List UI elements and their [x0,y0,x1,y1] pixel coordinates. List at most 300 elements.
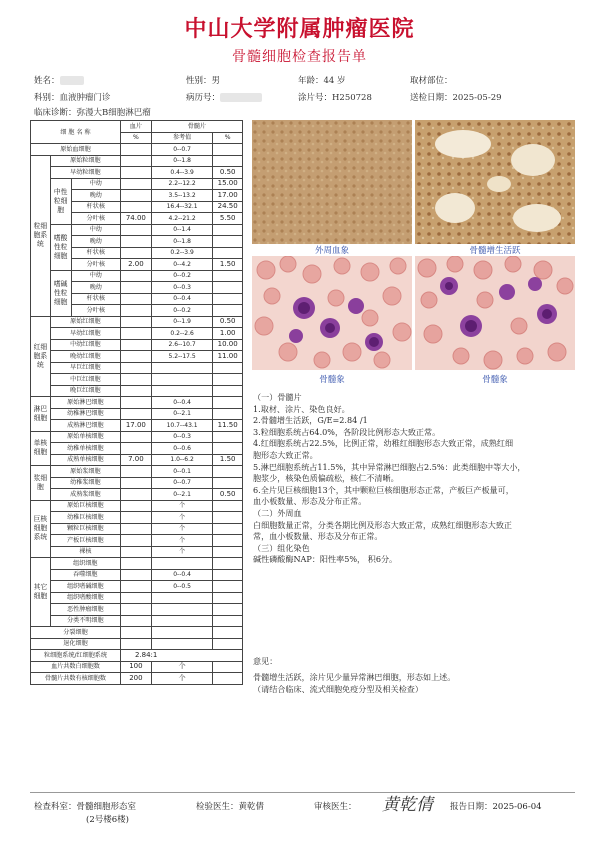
table-cell [120,523,151,535]
table-cell [213,500,243,512]
table-cell [120,546,151,558]
table-cell [120,351,151,363]
footer-report-date [450,800,542,812]
table-cell [213,638,243,650]
table-cell: 0--0.2 [151,305,213,317]
table-row [31,535,243,547]
header-cell-name: 细 胞 名 称 [31,121,121,144]
field-text: 科别： [34,93,60,103]
table-cell: 0--0.4 [151,397,213,409]
table-cell: 0--0.4 [151,569,213,581]
table-cell [213,466,243,478]
table-cell [120,615,151,627]
table-cell [213,558,243,570]
table-cell: 16.4--32.1 [151,201,213,213]
hospital-title: 中山大学附属肿瘤医院 [184,17,415,42]
smear-field [298,91,372,103]
marrow-lowpower-image [415,120,575,244]
table-cell [213,477,243,489]
table-row [31,224,243,236]
table-cell: 1.50 [213,454,243,466]
table-row [31,316,243,328]
table-cell [213,627,243,639]
table-cell: 个 [151,512,213,524]
table-cell [213,431,243,443]
table-cell [120,282,151,294]
table-cell: 中幼 [71,270,120,282]
footer-divider [30,792,575,793]
table-cell: 2.2--12.2 [151,178,213,190]
table-cell: 吞噬细胞 [50,569,120,581]
table-cell: 杆状核 [71,247,120,259]
table-cell: 7.00 [120,454,151,466]
header-ref: 参考值 [151,132,213,144]
report-line: 1.取材、涂片、染色良好。 [253,403,350,414]
table-cell: 0--0.1 [151,466,213,478]
table-cell: 原始红细胞 [50,316,120,328]
report-line: （三）组化染色 [253,542,310,553]
table-cell: 0--1.9 [151,316,213,328]
table-cell: 0.2--3.9 [151,247,213,259]
table-cell [151,385,213,397]
field-text: 取材部位： [410,76,453,86]
table-cell: 杆状核 [71,201,120,213]
table-cell: 3.5--13.2 [151,190,213,202]
group-basophil: 嗜碱性粒细胞 [50,270,71,316]
table-cell: 0--0.3 [151,431,213,443]
age-field [298,74,346,86]
table-cell: 0--2.1 [151,489,213,501]
table-cell [120,201,151,213]
report-line: 血小板数量、形态及分布正常。 [253,496,367,507]
table-row [31,167,243,179]
table-cell: 晚巨红细胞 [50,385,120,397]
field-text: 检查科室： [34,802,77,812]
field-text: 2025-06-04 [492,802,542,812]
table-cell: 血片共数白细胞数 [31,661,121,673]
field-text: 男 [211,76,221,86]
table-cell: 个 [151,661,213,673]
table-cell [213,362,243,374]
field-text: 姓名： [34,76,60,86]
table-row [31,615,243,627]
table-cell: 0.50 [213,489,243,501]
table-cell: 早巨红细胞 [50,362,120,374]
table-row [31,569,243,581]
report-line: （二）外周血 [253,507,302,518]
table-cell [213,592,243,604]
table-cell: 0.4--3.9 [151,167,213,179]
table-cell: 粒细胞系统/红细胞系统 [31,650,121,662]
table-cell: 2.00 [120,259,151,271]
table-cell: 0--0.4 [151,293,213,305]
footer-reviewer [314,800,357,812]
field-text: 报告日期： [450,802,493,812]
table-row [31,144,243,156]
table-cell: 分叶核 [71,259,120,271]
group-monocyte: 单核细胞 [31,431,51,466]
table-cell [120,569,151,581]
table-cell: 原始单核细胞 [50,431,120,443]
field-text: 涂片号： [298,93,333,103]
table-cell [213,615,243,627]
marrow-cells-image-1 [252,256,412,370]
table-cell: 11.50 [213,420,243,432]
table-cell: 个 [151,500,213,512]
table-cell [120,178,151,190]
table-cell: 1.0--6.2 [151,454,213,466]
report-line: 常，血小板数量、形态及分布正常。 [253,531,383,542]
table-cell: 颗粒巨核细胞 [50,523,120,535]
table-row [31,477,243,489]
field-text: 2025-05-29 [452,93,502,103]
table-row [31,638,243,650]
report-line: 胞形态大致正常。 [253,449,318,460]
table-cell [151,374,213,386]
table-cell: 成熟淋巴细胞 [50,420,120,432]
table-cell [213,270,243,282]
table-cell [213,535,243,547]
opinion-title: 意见： [253,656,278,666]
table-cell: 分叶核 [71,305,120,317]
field-text: 骨髓细胞形态室 [76,802,137,812]
report-line: 5.淋巴细胞系统占11.5%，其中异常淋巴细胞占2.5%：此类细胞中等大小， [253,461,526,472]
table-cell: 0--1.8 [151,155,213,167]
caption-peripheral-blood: 外周血象 [314,246,349,256]
table-cell [120,581,151,593]
caption-marrow-2: 骨髓象 [482,375,508,385]
table-row [31,500,243,512]
report-line: 2.骨髓增生活跃，G/E=2.84 /1 [253,415,368,426]
table-row [31,270,243,282]
table-cell [120,397,151,409]
report-findings [253,392,526,566]
table-cell: 分类不明细胞 [50,615,120,627]
group-plasma: 浆细胞 [31,466,51,501]
field-text: 病历号： [186,93,221,103]
table-row [31,512,243,524]
table-cell: 分裂细胞 [31,627,121,639]
table-cell [151,592,213,604]
table-row [31,581,243,593]
table-cell [151,558,213,570]
table-cell [120,535,151,547]
table-cell: 中巨红细胞 [50,374,120,386]
report-line: 碱性磷酸酶NAP：阳性率5%， 积6分。 [253,554,398,565]
record-field [186,91,262,103]
table-cell: 11.00 [213,351,243,363]
table-cell: 分叶核 [71,213,120,225]
group-megakaryocyte: 巨核细胞系统 [31,500,51,558]
table-cell: 组织嗜碱细胞 [50,581,120,593]
report-line: 胞浆少，核染色质偏疏松，核仁不清晰。 [253,473,399,484]
table-row [31,546,243,558]
table-cell: 5.2--17.5 [151,351,213,363]
table-cell: 200 [120,673,151,685]
field-text: 44 岁 [323,76,346,86]
report-line: （一）骨髓片 [253,392,302,402]
table-cell: 0--4.2 [151,259,213,271]
table-cell: 原始巨核细胞 [50,500,120,512]
table-cell [120,305,151,317]
table-row [31,328,243,340]
table-cell [151,627,213,639]
table-cell: 晚幼 [71,282,120,294]
ward-field [34,91,111,103]
table-cell: 裸核 [50,546,120,558]
table-cell [213,293,243,305]
table-row [31,339,243,351]
table-cell: 中幼红细胞 [50,339,120,351]
table-cell [120,408,151,420]
table-cell [120,374,151,386]
table-cell [151,604,213,616]
table-cell [213,385,243,397]
table-cell [120,362,151,374]
table-cell [120,247,151,259]
field-text: H250728 [332,93,372,103]
table-cell: 个 [151,523,213,535]
table-row [31,592,243,604]
reviewer-signature: 黄乾倩 [382,795,433,815]
table-row [31,673,243,685]
table-cell [120,466,151,478]
table-cell [213,247,243,259]
table-cell: 0--1.4 [151,224,213,236]
table-cell [120,270,151,282]
table-cell: 早幼红细胞 [50,328,120,340]
table-cell: 幼稚浆细胞 [50,477,120,489]
table-cell: 0--0.7 [151,477,213,489]
opinion-line: 骨髓增生活跃，涂片见少量异常淋巴细胞，形态如上述。 [253,672,456,682]
table-cell: 杆状核 [71,293,120,305]
table-row [31,408,243,420]
caption-marrow-active: 骨髓增生活跃 [469,246,521,256]
table-cell [213,374,243,386]
group-neutrophil: 中性粒细胞 [50,178,71,224]
table-cell: 原始淋巴细胞 [50,397,120,409]
table-cell [120,144,151,156]
table-cell [151,638,213,650]
field-text: 送检日期： [410,93,453,103]
table-cell: 1.50 [213,259,243,271]
header-pct2: % [213,132,243,144]
table-cell [120,592,151,604]
table-row [31,661,243,673]
table-cell: 成熟浆细胞 [50,489,120,501]
table-row [31,420,243,432]
field-text: 血液肿瘤门诊 [59,93,111,103]
header-marrow: 骨髓片 [151,121,242,133]
table-cell: 晚幼 [71,190,120,202]
table-cell [213,224,243,236]
table-cell [120,638,151,650]
table-cell [120,385,151,397]
table-cell [120,627,151,639]
table-cell: 晚幼 [71,236,120,248]
table-cell: 早幼粒细胞 [50,167,120,179]
table-cell [120,431,151,443]
table-cell: 退化细胞 [31,638,121,650]
table-cell [120,443,151,455]
footer-dept [34,800,136,812]
table-row [31,466,243,478]
table-row [31,362,243,374]
table-row [31,604,243,616]
table-cell [151,362,213,374]
table-cell: 幼稚巨核细胞 [50,512,120,524]
table-cell: 个 [151,535,213,547]
table-cell: 24.50 [213,201,243,213]
table-cell [213,581,243,593]
table-cell [120,190,151,202]
table-cell [213,546,243,558]
field-text: 性别： [186,76,212,86]
table-cell: 个 [151,673,213,685]
table-cell: 0--1.8 [151,236,213,248]
table-cell [120,558,151,570]
table-row [31,523,243,535]
marrow-cells-image-2 [415,256,575,370]
table-cell: 个 [151,546,213,558]
table-cell: 0.50 [213,316,243,328]
table-row [31,155,243,167]
table-cell: 0.2--2.6 [151,328,213,340]
table-cell [213,523,243,535]
table-row [31,454,243,466]
table-cell [120,500,151,512]
site-field [410,74,453,86]
field-text: 弥漫大B细胞淋巴瘤 [76,108,151,118]
table-cell: 幼稚淋巴细胞 [50,408,120,420]
table-cell [120,512,151,524]
table-cell: 原始血细胞 [31,144,121,156]
header-pct: % [120,132,151,144]
opinion-line: （请结合临床、流式细胞免疫分型及相关检查） [253,683,423,694]
header-blood: 血片 [120,121,151,133]
table-cell: 4.2--21.2 [151,213,213,225]
table-cell [120,155,151,167]
footer-tester [196,800,264,812]
report-line: 6.全片见巨核细胞13个，其中颗粒巨核细胞形态正常，产板巨产板量可， [253,484,514,495]
table-row [31,397,243,409]
table-cell: 0--0.3 [151,282,213,294]
table-cell [120,236,151,248]
cell-count-table [30,120,243,685]
table-cell [213,512,243,524]
table-cell: 17.00 [120,420,151,432]
table-cell: 成熟单核细胞 [50,454,120,466]
table-cell [213,604,243,616]
table-row [31,431,243,443]
group-eosinophil: 嗜酸性粒细胞 [50,224,71,270]
table-cell: 10.00 [213,339,243,351]
table-cell: 中幼 [71,178,120,190]
caption-marrow-1: 骨髓象 [319,375,345,385]
table-cell [213,397,243,409]
group-granulocyte: 粒细胞系统 [31,155,51,316]
field-text: 临床诊断： [34,108,77,118]
table-cell: 0.50 [213,167,243,179]
table-cell: 17.00 [213,190,243,202]
table-cell [120,489,151,501]
diagnosis-field [34,106,151,118]
table-cell [213,236,243,248]
table-cell [213,408,243,420]
field-text: 检验医生： [196,802,239,812]
group-lymphocyte: 淋巴细胞 [31,397,51,432]
group-other: 其它细胞 [31,558,51,627]
table-cell: 2.6--10.7 [151,339,213,351]
field-text: 审核医生： [314,802,357,812]
report-title: 骨髓细胞检查报告单 [232,49,367,65]
table-cell [120,339,151,351]
table-row [31,374,243,386]
table-row [31,443,243,455]
table-cell: 100 [120,661,151,673]
table-row [31,489,243,501]
table-row [31,351,243,363]
table-cell: 幼稚单核细胞 [50,443,120,455]
report-line: 白细胞数量正常，分类各期比例及形态大致正常，成熟红细胞形态大致正 [253,519,513,530]
field-text: 年龄： [298,76,324,86]
table-cell [213,569,243,581]
table-cell [213,673,243,685]
table-cell: 74.00 [120,213,151,225]
table-cell [120,316,151,328]
table-cell: 0--2.1 [151,408,213,420]
redacted-record [220,93,262,102]
report-line: 3.粒细胞系统占64.0%，各阶段比例形态大致正常。 [253,426,441,437]
report-line: 4.红细胞系统占22.5%，比例正常，幼稚红细胞形态大致正常，成熟红细 [253,438,514,449]
redacted-name [60,76,84,85]
table-cell [213,443,243,455]
date-field [410,91,502,103]
group-erythroid: 红细胞系统 [31,316,51,397]
table-cell: 2.84:1 [120,650,242,662]
table-row [31,178,243,190]
table-row [31,650,243,662]
table-cell [213,282,243,294]
table-cell: 0--0.6 [151,443,213,455]
table-cell: 晚幼红细胞 [50,351,120,363]
table-cell: 恶性肿瘤细胞 [50,604,120,616]
table-cell: 10.7--43.1 [151,420,213,432]
table-cell: 0--0.7 [151,144,213,156]
field-text: 黄乾倩 [238,802,265,812]
table-cell: 5.50 [213,213,243,225]
table-cell: 15.00 [213,178,243,190]
table-cell: 原始浆细胞 [50,466,120,478]
table-cell: 产板巨核细胞 [50,535,120,547]
table-row [31,627,243,639]
table-cell: 原始粒细胞 [50,155,120,167]
table-cell: 骨髓片共数有核细胞数 [31,673,121,685]
table-cell: 0--0.2 [151,270,213,282]
table-cell: 1.00 [213,328,243,340]
table-cell [213,305,243,317]
table-row [31,385,243,397]
table-cell [213,661,243,673]
sex-field [186,74,220,86]
table-row [31,558,243,570]
table-cell: 组织细胞 [50,558,120,570]
peripheral-blood-image [252,120,412,244]
table-cell: 中幼 [71,224,120,236]
table-cell [151,615,213,627]
table-cell [120,293,151,305]
table-cell [120,604,151,616]
